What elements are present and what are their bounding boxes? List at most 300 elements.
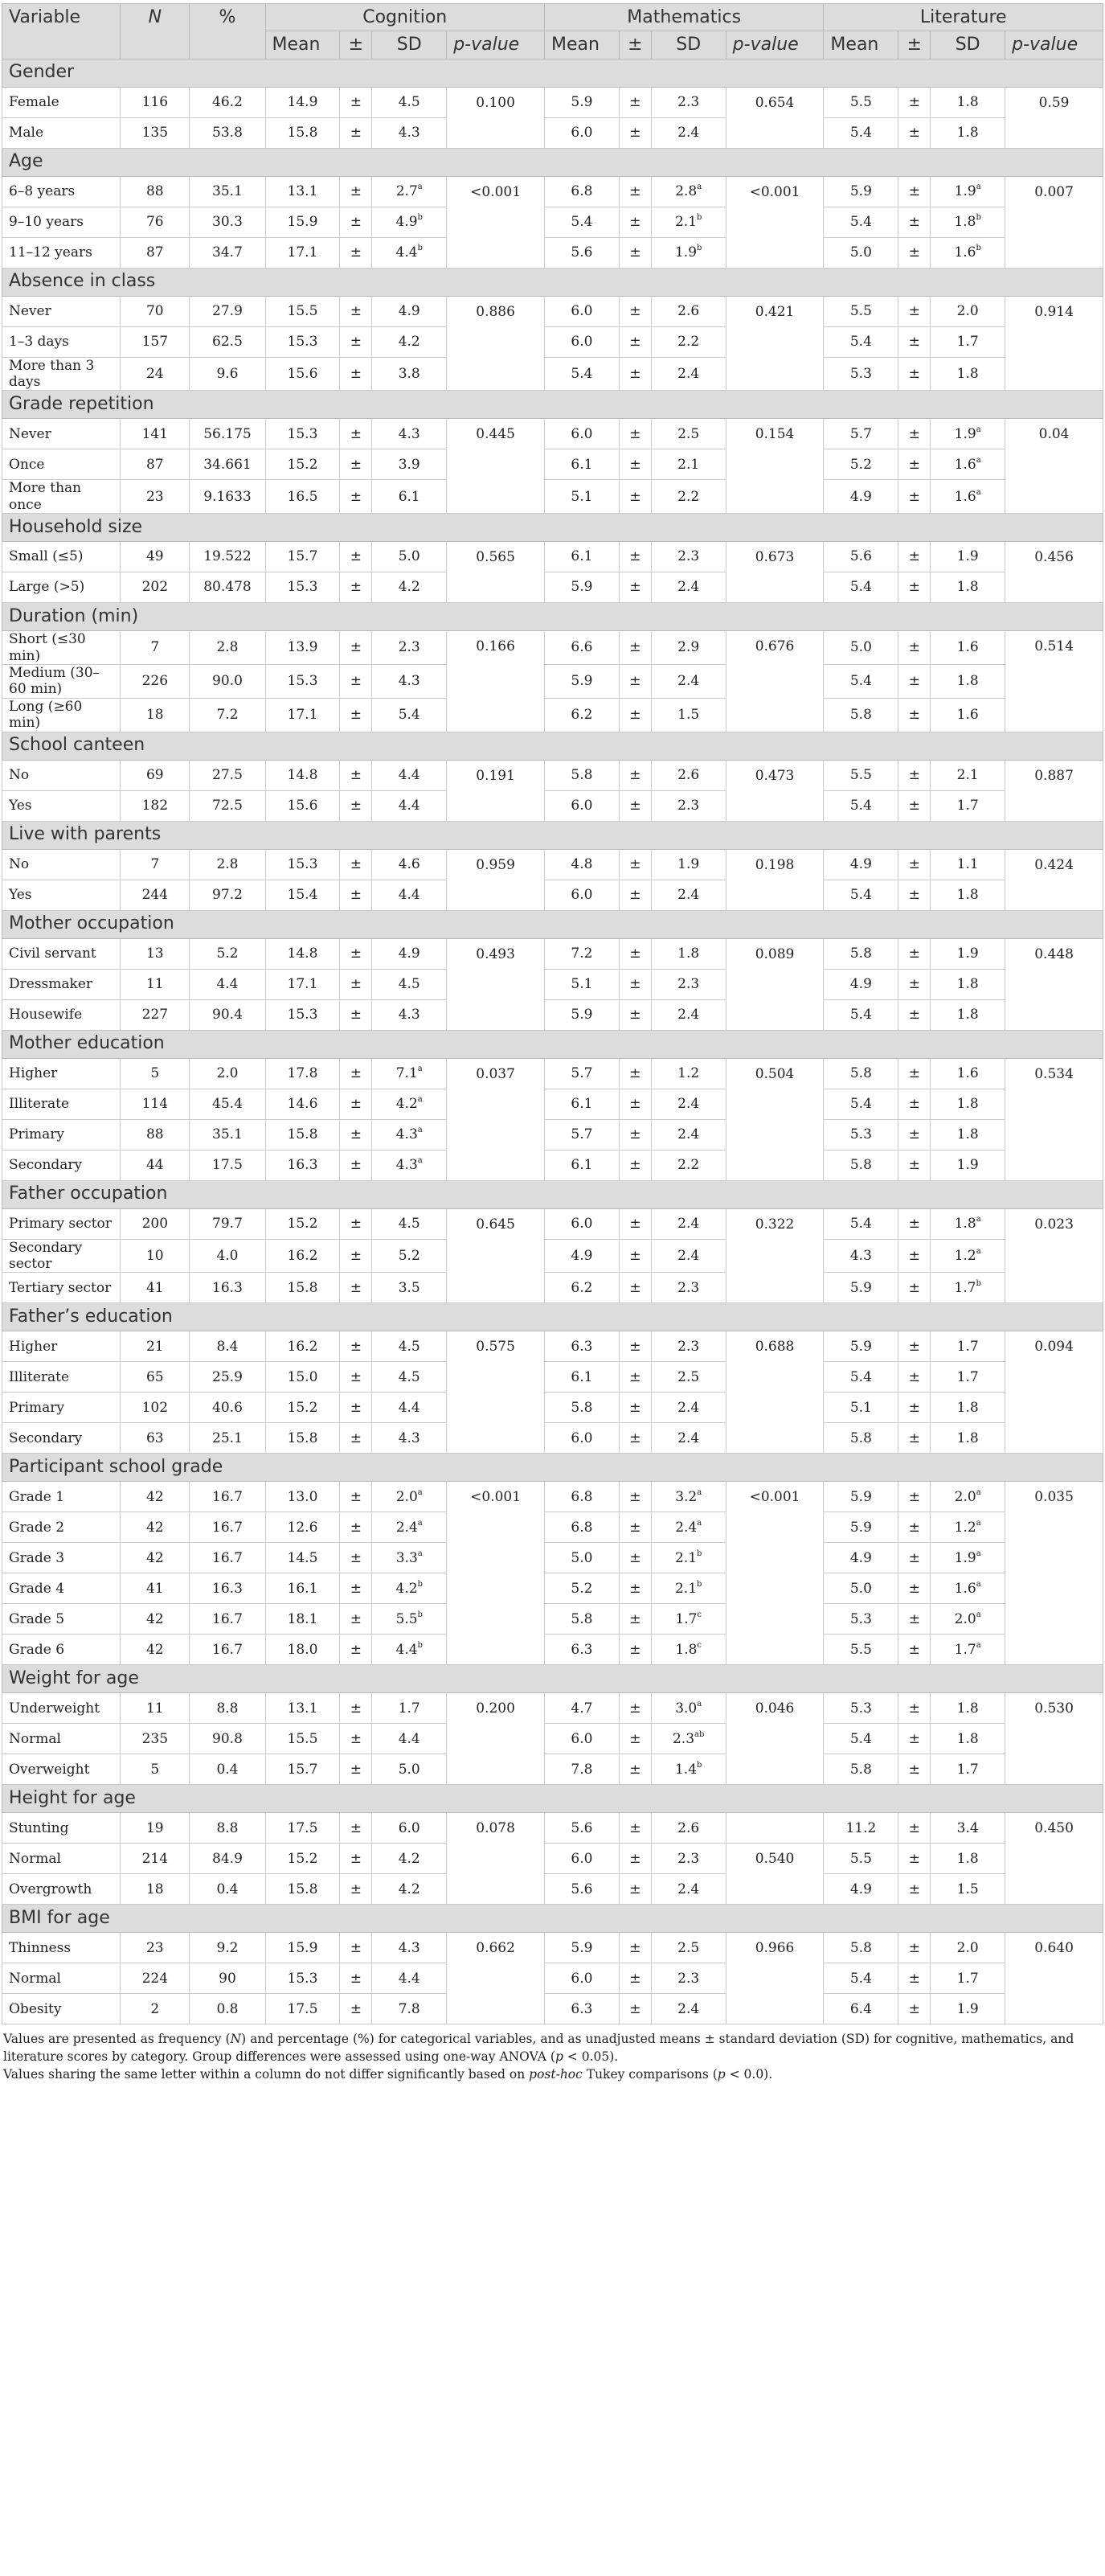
row-percent: 35.1 bbox=[190, 1119, 265, 1150]
row-n: 24 bbox=[121, 357, 190, 391]
cog-pm: ± bbox=[340, 1693, 372, 1724]
lit-mean: 5.8 bbox=[824, 698, 898, 732]
lit-sd bbox=[931, 1963, 1005, 1994]
cog-mean: 14.5 bbox=[265, 1543, 340, 1573]
significance-letter: a bbox=[976, 1548, 981, 1558]
cog-mean: 13.9 bbox=[265, 631, 340, 665]
cog-sd bbox=[372, 1393, 447, 1423]
cog-mean: 15.5 bbox=[265, 296, 340, 326]
row-label: Long (≥60 min) bbox=[2, 698, 121, 732]
lit-pvalue: 0.514 bbox=[1005, 631, 1103, 732]
lit-sd bbox=[931, 1482, 1005, 1512]
cog-sd bbox=[372, 1754, 447, 1785]
cog-mean: 17.8 bbox=[265, 1058, 340, 1089]
sd-value: 1.8 bbox=[956, 886, 979, 903]
cog-sd bbox=[372, 999, 447, 1030]
math-sd bbox=[651, 207, 726, 237]
sd-value: 4.4 bbox=[398, 1970, 420, 1987]
cog-sd bbox=[372, 1273, 447, 1303]
cog-mean: 16.2 bbox=[265, 1331, 340, 1362]
sd-value: 1.9 bbox=[674, 244, 698, 260]
row-percent: 72.5 bbox=[190, 790, 265, 821]
sd-value: 4.3 bbox=[398, 1430, 420, 1446]
math-pm: ± bbox=[619, 1119, 651, 1150]
row-percent: 17.5 bbox=[190, 1150, 265, 1180]
cog-mean: 15.9 bbox=[265, 1933, 340, 1963]
math-mean: 6.6 bbox=[544, 631, 619, 665]
row-n: 76 bbox=[121, 207, 190, 237]
row-n: 10 bbox=[121, 1239, 190, 1273]
row-n: 102 bbox=[121, 1393, 190, 1423]
lit-sd bbox=[931, 87, 1005, 117]
cog-sd bbox=[372, 1089, 447, 1119]
footnote-1 bbox=[3, 2030, 1096, 2065]
lit-pvalue: 0.887 bbox=[1005, 760, 1103, 821]
lit-mean: 5.9 bbox=[824, 1331, 898, 1362]
sd-value: 1.8 bbox=[956, 1700, 979, 1717]
math-mean: 4.7 bbox=[544, 1693, 619, 1724]
cog-pm: ± bbox=[340, 760, 372, 790]
cog-pvalue: 0.078 bbox=[447, 1813, 545, 1905]
row-label: 11–12 years bbox=[2, 237, 121, 268]
sd-value: 2.4 bbox=[677, 1215, 700, 1232]
cog-pm: ± bbox=[340, 999, 372, 1030]
math-mean: 6.0 bbox=[544, 1963, 619, 1994]
sd-value: 2.4 bbox=[677, 1881, 700, 1897]
lit-mean: 5.8 bbox=[824, 938, 898, 969]
table-row bbox=[2, 1635, 1103, 1665]
sd-value: 1.8 bbox=[956, 1006, 979, 1023]
sd-value: 2.0 bbox=[956, 1939, 979, 1956]
row-label: More than 3 days bbox=[2, 357, 121, 391]
row-percent: 8.8 bbox=[190, 1813, 265, 1844]
row-n: 182 bbox=[121, 790, 190, 821]
table-row bbox=[2, 1058, 1103, 1089]
math-mean: 5.1 bbox=[544, 969, 619, 999]
table-row bbox=[2, 1362, 1103, 1393]
significance-letter: c bbox=[697, 1640, 702, 1650]
row-percent: 9.6 bbox=[190, 357, 265, 391]
row-percent: 2.8 bbox=[190, 631, 265, 665]
row-label: 6–8 years bbox=[2, 176, 121, 207]
lit-mean: 4.9 bbox=[824, 1874, 898, 1905]
table-row bbox=[2, 1150, 1103, 1180]
lit-pm: ± bbox=[898, 1331, 931, 1362]
math-mean: 6.3 bbox=[544, 1994, 619, 2024]
sd-value: 1.8 bbox=[956, 365, 979, 382]
cog-sd bbox=[372, 1874, 447, 1905]
cog-mean: 17.1 bbox=[265, 969, 340, 999]
table-row bbox=[2, 969, 1103, 999]
cog-pm: ± bbox=[340, 1331, 372, 1362]
significance-letter: a bbox=[976, 1246, 981, 1256]
lit-sd bbox=[931, 1273, 1005, 1303]
row-n: 44 bbox=[121, 1150, 190, 1180]
sd-value: 1.7 bbox=[675, 1610, 698, 1627]
math-sd bbox=[651, 1604, 726, 1635]
sd-value: 2.6 bbox=[677, 1819, 700, 1836]
math-mean: 6.0 bbox=[544, 1423, 619, 1454]
significance-letter: b bbox=[697, 1548, 702, 1558]
math-sd bbox=[651, 790, 726, 821]
cog-pm: ± bbox=[340, 698, 372, 732]
math-pm: ± bbox=[619, 631, 651, 665]
sd-value: 2.0 bbox=[954, 1610, 976, 1627]
cog-pm: ± bbox=[340, 1058, 372, 1089]
significance-letter: b bbox=[417, 1579, 423, 1589]
significance-letter: a bbox=[417, 1487, 423, 1497]
lit-mean: 5.9 bbox=[824, 1273, 898, 1303]
significance-letter: b bbox=[697, 243, 702, 252]
lit-pm: ± bbox=[898, 1362, 931, 1393]
math-sd bbox=[651, 296, 726, 326]
math-mean: 5.2 bbox=[544, 1573, 619, 1604]
sd-value: 2.1 bbox=[956, 766, 979, 783]
row-n: 23 bbox=[121, 1933, 190, 1963]
sd-value: 1.6 bbox=[956, 1064, 979, 1081]
lit-mean: 4.9 bbox=[824, 969, 898, 999]
math-sd bbox=[651, 938, 726, 969]
cog-mean: 15.3 bbox=[265, 1963, 340, 1994]
cog-pm: ± bbox=[340, 631, 372, 665]
lit-pm: ± bbox=[898, 1512, 931, 1543]
sd-value: 2.9 bbox=[677, 639, 700, 656]
table-row bbox=[2, 849, 1103, 880]
lit-sd bbox=[931, 1604, 1005, 1635]
sd-value: 1.9 bbox=[954, 1549, 976, 1566]
cog-pm: ± bbox=[340, 1994, 372, 2024]
group-title: Household size bbox=[2, 514, 1103, 542]
row-n: 7 bbox=[121, 849, 190, 880]
cog-pvalue: 0.645 bbox=[447, 1208, 545, 1303]
cog-mean: 15.2 bbox=[265, 1208, 340, 1239]
cog-mean: 15.7 bbox=[265, 542, 340, 572]
table-body bbox=[2, 59, 1103, 2024]
lit-pm: ± bbox=[898, 207, 931, 237]
math-mean: 6.0 bbox=[544, 1844, 619, 1874]
lit-sd bbox=[931, 1058, 1005, 1089]
cog-sd bbox=[372, 1482, 447, 1512]
math-sd bbox=[651, 1119, 726, 1150]
sd-value: 2.4 bbox=[675, 1519, 698, 1536]
lit-sd bbox=[931, 698, 1005, 732]
row-percent: 62.5 bbox=[190, 326, 265, 357]
significance-letter: b bbox=[417, 212, 423, 222]
lit-pm: ± bbox=[898, 790, 931, 821]
table-header bbox=[2, 4, 1103, 59]
math-pm: ± bbox=[619, 117, 651, 148]
math-sd bbox=[651, 1874, 726, 1905]
group-title: Father’s education bbox=[2, 1303, 1103, 1331]
lit-sd bbox=[931, 1362, 1005, 1393]
row-label: Small (≤5) bbox=[2, 542, 121, 572]
row-percent: 0.4 bbox=[190, 1874, 265, 1905]
math-pm: ± bbox=[619, 1058, 651, 1089]
header-mathematics: Mathematics bbox=[544, 4, 823, 31]
group-title: Father occupation bbox=[2, 1180, 1103, 1208]
row-n: 5 bbox=[121, 1754, 190, 1785]
math-pm: ± bbox=[619, 790, 651, 821]
math-mean: 6.0 bbox=[544, 296, 619, 326]
header-cognition: Cognition bbox=[265, 4, 544, 31]
lit-sd bbox=[931, 542, 1005, 572]
lit-pvalue: 0.530 bbox=[1005, 1693, 1103, 1785]
lit-mean: 5.4 bbox=[824, 999, 898, 1030]
row-percent: 56.175 bbox=[190, 419, 265, 449]
lit-mean: 5.0 bbox=[824, 1573, 898, 1604]
math-mean: 5.9 bbox=[544, 664, 619, 698]
math-sd bbox=[651, 1754, 726, 1785]
sd-value: 2.2 bbox=[677, 1156, 700, 1173]
cog-mean: 17.5 bbox=[265, 1994, 340, 2024]
sd-value: 2.3 bbox=[677, 548, 700, 565]
lit-mean: 6.4 bbox=[824, 1994, 898, 2024]
lit-sd bbox=[931, 664, 1005, 698]
group-header-row bbox=[2, 1665, 1103, 1693]
cog-sd bbox=[372, 969, 447, 999]
math-sd bbox=[651, 176, 726, 207]
group-title: Grade repetition bbox=[2, 391, 1103, 419]
row-percent: 2.8 bbox=[190, 849, 265, 880]
lit-sd bbox=[931, 938, 1005, 969]
cog-mean: 16.2 bbox=[265, 1239, 340, 1273]
lit-sd bbox=[931, 631, 1005, 665]
sd-value: 1.2 bbox=[954, 1247, 976, 1264]
lit-pm: ± bbox=[898, 1874, 931, 1905]
math-pvalue: 0.046 bbox=[726, 1693, 824, 1785]
row-n: 70 bbox=[121, 296, 190, 326]
math-pvalue: 0.673 bbox=[726, 542, 824, 603]
table-row bbox=[2, 1482, 1103, 1512]
sd-value: 1.2 bbox=[954, 1519, 976, 1536]
cog-pm: ± bbox=[340, 1724, 372, 1754]
sd-value: 4.9 bbox=[395, 213, 418, 230]
row-label: Thinness bbox=[2, 1933, 121, 1963]
math-pm: ± bbox=[619, 1089, 651, 1119]
row-percent: 97.2 bbox=[190, 880, 265, 910]
math-pm: ± bbox=[619, 1963, 651, 1994]
cog-pm: ± bbox=[340, 480, 372, 514]
cog-pvalue: <0.001 bbox=[447, 1482, 545, 1665]
sd-value: 1.7 bbox=[956, 1970, 979, 1987]
math-mean: 6.0 bbox=[544, 419, 619, 449]
lit-mean: 5.5 bbox=[824, 760, 898, 790]
table-row bbox=[2, 1543, 1103, 1573]
significance-letter: a bbox=[697, 182, 702, 191]
math-mean: 6.8 bbox=[544, 1512, 619, 1543]
row-label: Grade 6 bbox=[2, 1635, 121, 1665]
row-percent: 16.7 bbox=[190, 1512, 265, 1543]
group-header-row bbox=[2, 732, 1103, 760]
row-n: 87 bbox=[121, 237, 190, 268]
group-title: Gender bbox=[2, 59, 1103, 87]
math-sd bbox=[651, 1844, 726, 1874]
math-mean: 5.9 bbox=[544, 572, 619, 603]
row-label: Secondary bbox=[2, 1423, 121, 1454]
math-mean: 5.8 bbox=[544, 1393, 619, 1423]
math-sd bbox=[651, 237, 726, 268]
table-row bbox=[2, 631, 1103, 665]
sd-value: 2.3 bbox=[672, 1730, 695, 1747]
cog-sd bbox=[372, 1635, 447, 1665]
table-row bbox=[2, 1994, 1103, 2024]
lit-pm: ± bbox=[898, 1482, 931, 1512]
sd-value: 2.4 bbox=[395, 1519, 418, 1536]
lit-pm: ± bbox=[898, 1933, 931, 1963]
sd-value: 2.4 bbox=[677, 365, 700, 382]
cog-mean: 15.3 bbox=[265, 999, 340, 1030]
lit-mean: 5.8 bbox=[824, 1058, 898, 1089]
row-n: 49 bbox=[121, 542, 190, 572]
math-sd bbox=[651, 1423, 726, 1454]
lit-sd bbox=[931, 1933, 1005, 1963]
lit-sd bbox=[931, 1994, 1005, 2024]
group-header-row bbox=[2, 1454, 1103, 1482]
sd-value: 1.8 bbox=[956, 1850, 979, 1867]
row-label: Secondary sector bbox=[2, 1239, 121, 1273]
table-row bbox=[2, 1393, 1103, 1423]
significance-letter: a bbox=[976, 1579, 981, 1589]
cog-mean: 15.3 bbox=[265, 572, 340, 603]
row-percent: 19.522 bbox=[190, 542, 265, 572]
sd-value: 1.8 bbox=[956, 93, 979, 110]
lit-sd bbox=[931, 176, 1005, 207]
lit-sd bbox=[931, 357, 1005, 391]
significance-letter: a bbox=[976, 1214, 981, 1224]
sd-value: 1.8 bbox=[956, 1095, 979, 1112]
sd-value: 4.5 bbox=[398, 975, 420, 992]
lit-pm: ± bbox=[898, 237, 931, 268]
sd-value: 4.2 bbox=[398, 579, 420, 596]
sd-value: 1.8 bbox=[675, 1641, 698, 1658]
table-row bbox=[2, 664, 1103, 698]
lit-pm: ± bbox=[898, 326, 931, 357]
sd-value: 1.2 bbox=[677, 1064, 700, 1081]
sd-value: 1.6 bbox=[954, 1580, 976, 1597]
sd-value: 2.4 bbox=[677, 1247, 700, 1264]
row-percent: 90.4 bbox=[190, 999, 265, 1030]
cog-sd bbox=[372, 207, 447, 237]
cog-sd bbox=[372, 542, 447, 572]
math-pm: ± bbox=[619, 1512, 651, 1543]
cog-mean: 13.1 bbox=[265, 1693, 340, 1724]
math-mean: 6.3 bbox=[544, 1331, 619, 1362]
cog-pm: ± bbox=[340, 1423, 372, 1454]
row-percent: 25.9 bbox=[190, 1362, 265, 1393]
table-row bbox=[2, 117, 1103, 148]
row-n: 42 bbox=[121, 1604, 190, 1635]
header-math-pm: ± bbox=[619, 31, 651, 59]
row-n: 63 bbox=[121, 1423, 190, 1454]
lit-pm: ± bbox=[898, 419, 931, 449]
row-percent: 46.2 bbox=[190, 87, 265, 117]
sd-value: 4.5 bbox=[398, 93, 420, 110]
math-pm: ± bbox=[619, 572, 651, 603]
sd-value: 4.3 bbox=[398, 425, 420, 442]
header-n: N bbox=[121, 4, 190, 59]
math-pm: ± bbox=[619, 1813, 651, 1844]
sd-value: 4.6 bbox=[398, 855, 420, 872]
math-pm: ± bbox=[619, 1724, 651, 1754]
row-label: Yes bbox=[2, 880, 121, 910]
math-sd bbox=[651, 1963, 726, 1994]
math-mean: 5.9 bbox=[544, 1933, 619, 1963]
row-label: Grade 1 bbox=[2, 1482, 121, 1512]
lit-mean: 5.4 bbox=[824, 1963, 898, 1994]
lit-sd bbox=[931, 1423, 1005, 1454]
row-percent: 0.8 bbox=[190, 1994, 265, 2024]
row-n: 157 bbox=[121, 326, 190, 357]
math-pm: ± bbox=[619, 1874, 651, 1905]
sd-value: 1.7 bbox=[954, 1279, 976, 1296]
cog-pm: ± bbox=[340, 1813, 372, 1844]
cog-mean: 17.5 bbox=[265, 1813, 340, 1844]
significance-letter: b bbox=[976, 243, 981, 252]
significance-letter: a bbox=[976, 455, 981, 465]
cog-mean: 14.6 bbox=[265, 1089, 340, 1119]
lit-sd bbox=[931, 1393, 1005, 1423]
math-mean: 6.1 bbox=[544, 449, 619, 480]
cog-sd bbox=[372, 117, 447, 148]
cog-sd bbox=[372, 1994, 447, 2024]
cog-sd bbox=[372, 1724, 447, 1754]
significance-letter: a bbox=[976, 1518, 981, 1528]
row-percent: 5.2 bbox=[190, 938, 265, 969]
cog-mean: 17.1 bbox=[265, 237, 340, 268]
significance-letter: a bbox=[697, 1699, 702, 1708]
table-row bbox=[2, 480, 1103, 514]
lit-pvalue: 0.035 bbox=[1005, 1482, 1103, 1665]
lit-sd bbox=[931, 1635, 1005, 1665]
cog-pm: ± bbox=[340, 1604, 372, 1635]
cog-pvalue: 0.037 bbox=[447, 1058, 545, 1180]
math-sd bbox=[651, 760, 726, 790]
math-pvalue: 0.688 bbox=[726, 1331, 824, 1454]
sd-value: 1.9 bbox=[956, 2000, 979, 2017]
group-header-row bbox=[2, 148, 1103, 176]
sd-value: 2.1 bbox=[674, 1549, 698, 1566]
row-n: 41 bbox=[121, 1273, 190, 1303]
footnote-1-text-b: ) and percentage (%) for categorical variables, and as unadjusted means ± standard deviation (SD) for cognitive, mathematics, and literature scores by category. Group differences were assessed using one-way ANOVA ( bbox=[3, 2032, 1074, 2065]
lit-pm: ± bbox=[898, 1273, 931, 1303]
sd-value: 2.4 bbox=[677, 886, 700, 903]
table-row bbox=[2, 1331, 1103, 1362]
lit-mean: 5.8 bbox=[824, 1423, 898, 1454]
sd-value: 1.7 bbox=[956, 797, 979, 814]
lit-sd bbox=[931, 1724, 1005, 1754]
lit-sd bbox=[931, 480, 1005, 514]
math-pm: ± bbox=[619, 419, 651, 449]
row-label: Overweight bbox=[2, 1754, 121, 1785]
lit-mean: 11.2 bbox=[824, 1813, 898, 1844]
row-label: Tertiary sector bbox=[2, 1273, 121, 1303]
row-label: Grade 2 bbox=[2, 1512, 121, 1543]
row-n: 200 bbox=[121, 1208, 190, 1239]
lit-pvalue: 0.007 bbox=[1005, 176, 1103, 268]
math-mean: 6.0 bbox=[544, 1724, 619, 1754]
sd-value: 2.3 bbox=[398, 639, 420, 656]
table-row bbox=[2, 1933, 1103, 1963]
sd-value: 2.1 bbox=[674, 213, 698, 230]
group-header-row bbox=[2, 514, 1103, 542]
math-mean: 5.8 bbox=[544, 1604, 619, 1635]
row-percent: 16.7 bbox=[190, 1635, 265, 1665]
row-n: 23 bbox=[121, 480, 190, 514]
group-title: Height for age bbox=[2, 1785, 1103, 1813]
cog-pm: ± bbox=[340, 296, 372, 326]
group-header-row bbox=[2, 1030, 1103, 1058]
lit-sd bbox=[931, 1208, 1005, 1239]
